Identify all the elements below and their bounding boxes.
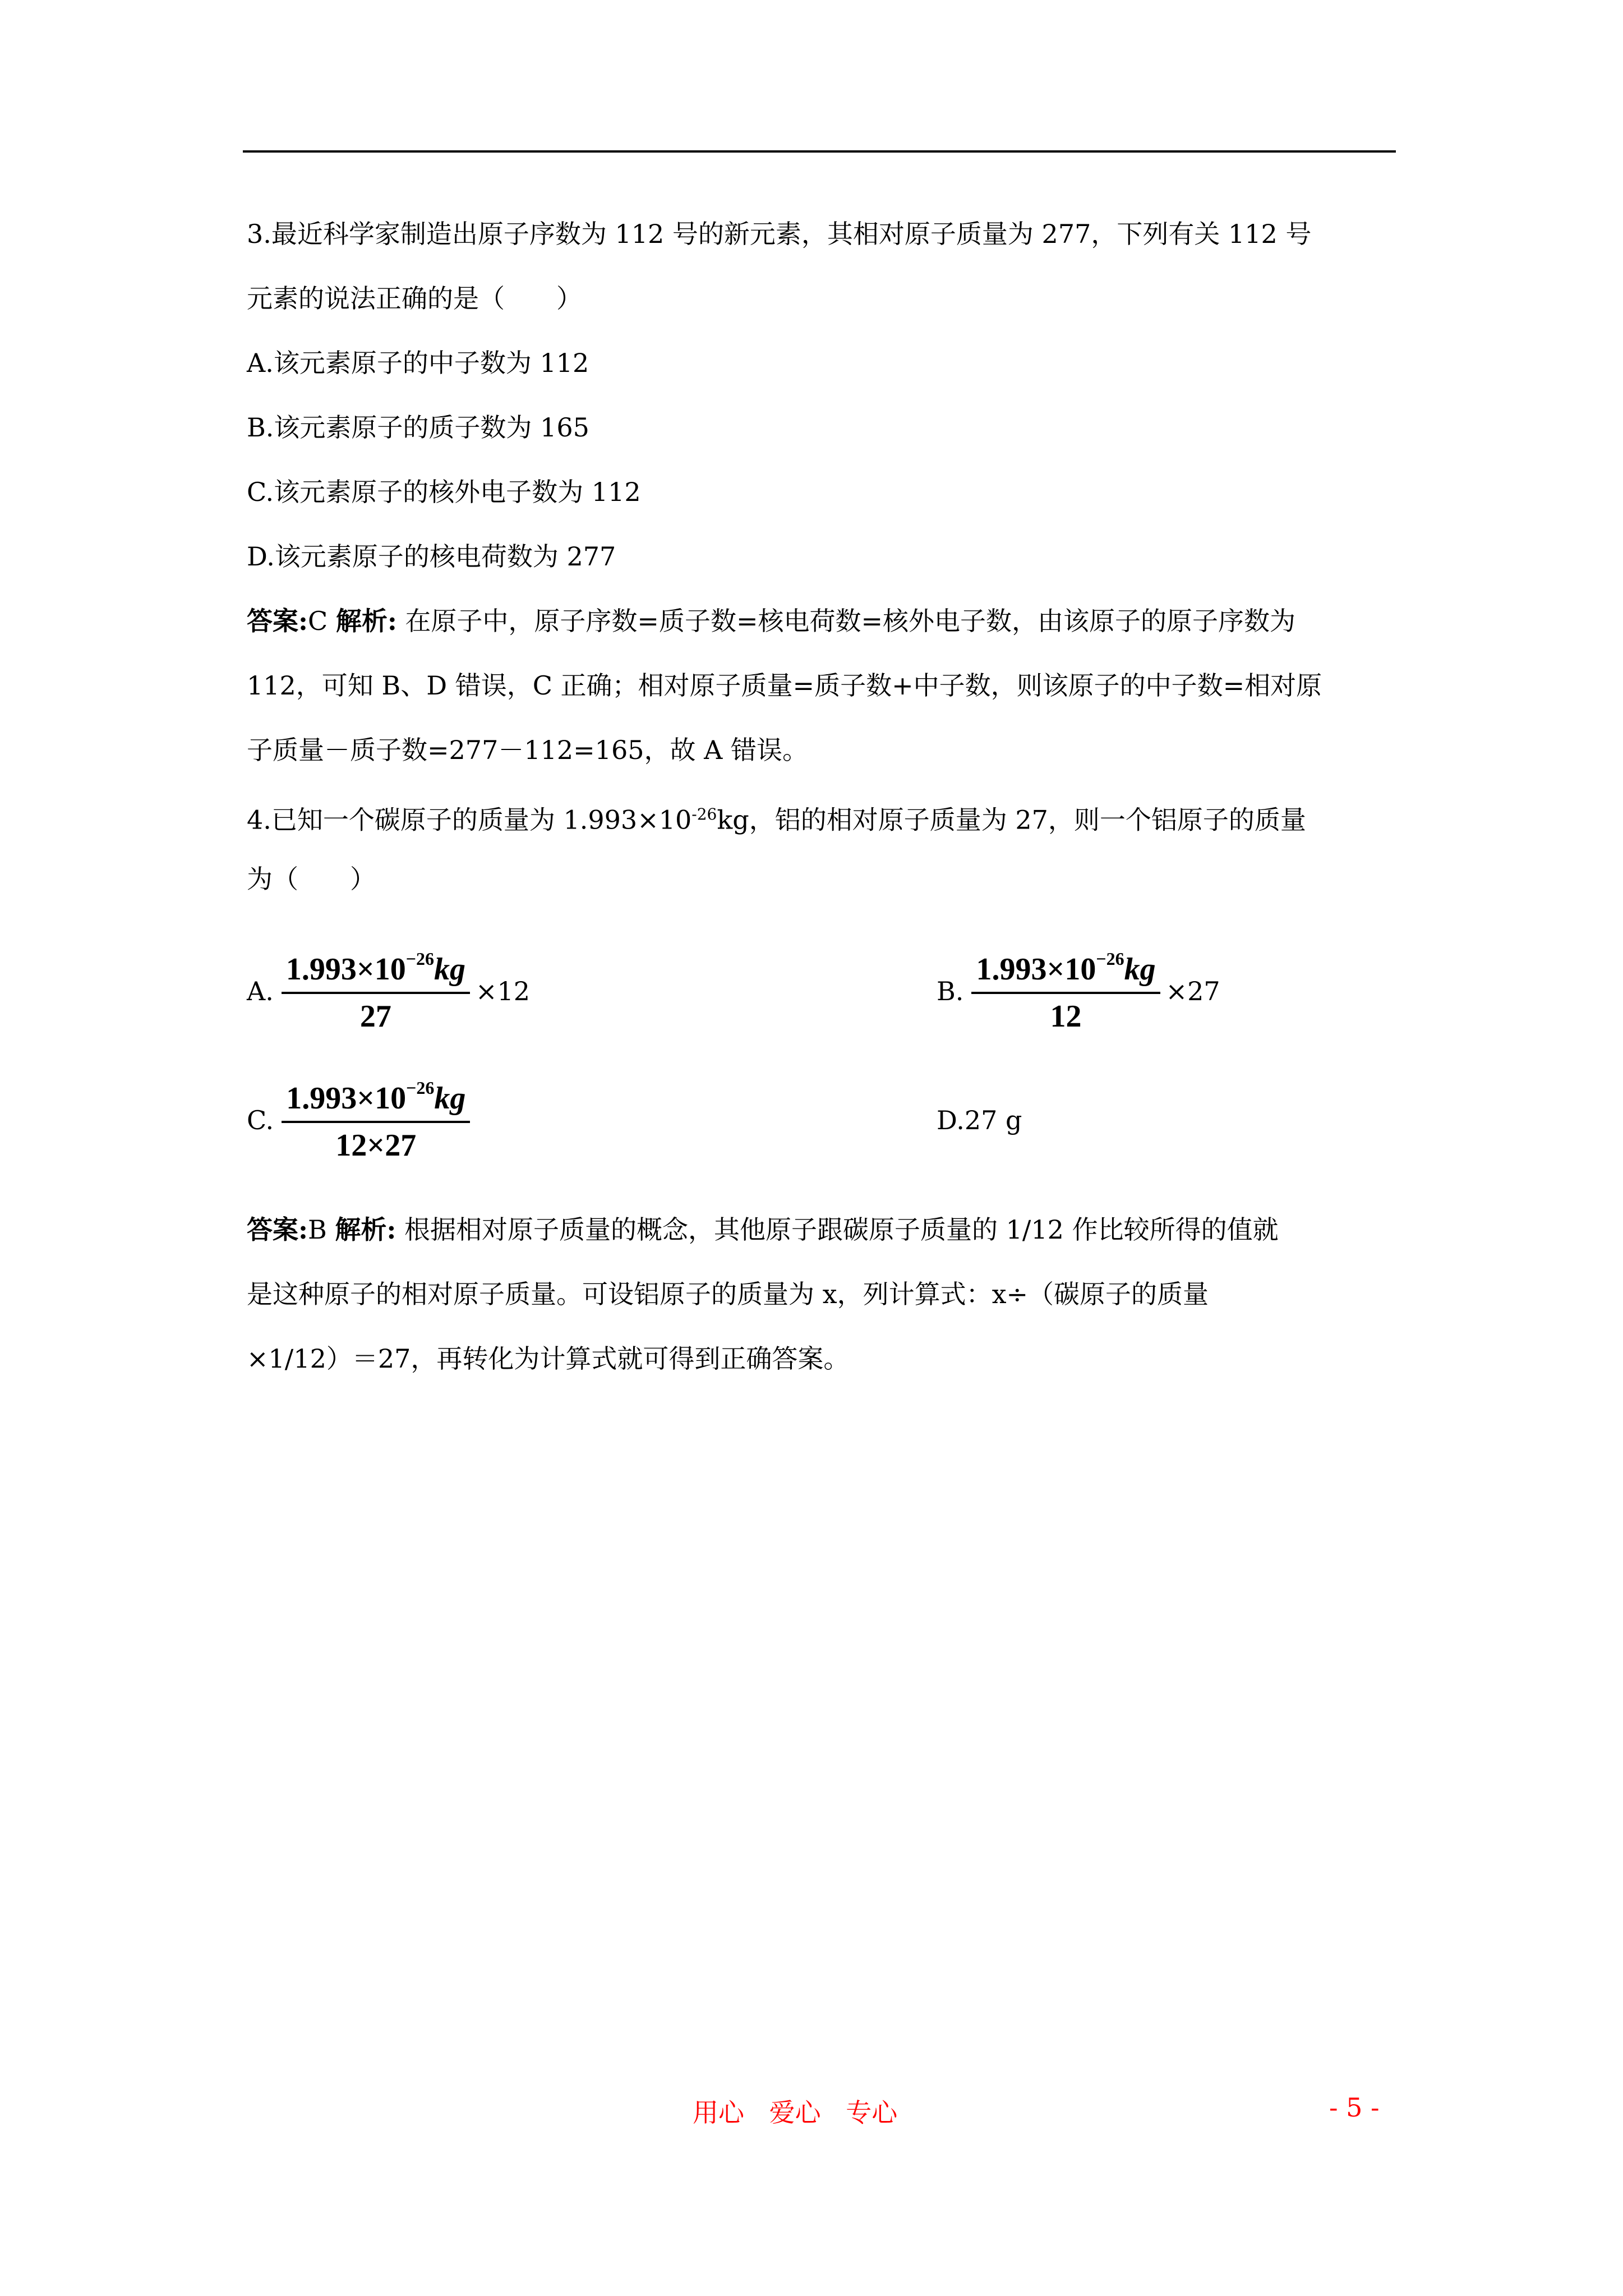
- q3-analysis-text-1: 在原子中，原子序数=质子数=核电荷数=核外电子数，由该原子的原子序数为: [396, 606, 1296, 636]
- q4-option-c-denominator: 12×27: [335, 1128, 417, 1163]
- q4-analysis-line-2: 是这种原子的相对原子质量。可设铝原子的质量为 x，列计算式：x÷（碳原子的质量: [247, 1279, 1209, 1309]
- q4-options-row-1: [247, 946, 1396, 1075]
- q4-option-a-numerator: [282, 949, 470, 994]
- q4-analysis-line-3: ×1/12）＝27，再转化为计算式就可得到正确答案。: [247, 1343, 850, 1374]
- q4-option-a-num-base: 1.993×10: [285, 951, 406, 987]
- q3-answer-line-1: [247, 596, 1396, 660]
- q4-option-c-num-exp: −26: [406, 1077, 435, 1098]
- q4-stem-text-b: kg，铝的相对原子质量为 27，则一个铝原子的质量: [717, 804, 1306, 835]
- q4-answer-value: B: [307, 1214, 335, 1245]
- q4-option-d-text: D.27 g: [937, 1105, 1022, 1135]
- q4-option-c-num-base: 1.993×10: [286, 1080, 407, 1116]
- q4-option-c: [247, 1075, 476, 1165]
- q4-option-a-multiplier: ×12: [476, 976, 531, 1006]
- q4-stem-exponent: -26: [691, 805, 717, 823]
- q3-option-b: B.该元素原子的质子数为 165: [247, 412, 589, 443]
- question-4: [247, 789, 1396, 1398]
- q3-analysis-label: 解析:: [335, 606, 397, 636]
- q4-option-b-num-unit: kg: [1124, 951, 1156, 987]
- q4-option-c-numerator: [282, 1078, 470, 1123]
- q4-option-b-denominator: 12: [1050, 999, 1082, 1034]
- question-3: [247, 209, 1396, 789]
- q4-option-b-fraction: [971, 949, 1160, 1034]
- q4-option-a-num-exp: −26: [405, 948, 434, 969]
- q4-options-row-2: [247, 1075, 1396, 1204]
- q4-option-b-multiplier: ×27: [1165, 976, 1220, 1006]
- page-number: - 5 -: [1329, 2092, 1380, 2123]
- q4-option-b-num-base: 1.993×10: [976, 951, 1096, 987]
- q4-answer-label: 答案:: [247, 1214, 308, 1245]
- q4-analysis-label: 解析:: [335, 1214, 396, 1245]
- header-rule: [243, 150, 1396, 153]
- q4-option-b-label: B.: [937, 976, 964, 1006]
- q4-option-a: [247, 946, 530, 1036]
- q3-analysis-line-3: 子质量－质子数=277－112=165，故 A 错误。: [247, 735, 808, 765]
- q3-analysis-line-2: 112，可知 B、D 错误，C 正确；相对原子质量=质子数+中子数，则该原子的中子数=相对原: [247, 670, 1322, 701]
- q3-stem-line-2: 元素的说法正确的是（ ）: [247, 283, 582, 314]
- q4-stem-text-a: 4.已知一个碳原子的质量为 1.993×10: [247, 804, 692, 835]
- q3-answer-value: C: [307, 606, 336, 636]
- q4-stem-line-2: 为（ ）: [247, 864, 376, 894]
- q3-option-d: D.该元素原子的核电荷数为 277: [247, 541, 616, 572]
- q3-option-c: C.该元素原子的核外电子数为 112: [247, 477, 641, 507]
- q4-option-b-num-exp: −26: [1096, 948, 1124, 969]
- q4-option-d: [937, 1075, 1022, 1165]
- q4-option-c-fraction: [282, 1078, 470, 1163]
- q3-option-a: A.该元素原子的中子数为 112: [247, 348, 589, 378]
- q4-option-a-num-unit: kg: [434, 951, 465, 987]
- q4-option-a-denominator: 27: [359, 999, 391, 1034]
- q4-option-a-label: A.: [247, 976, 274, 1006]
- q4-analysis-text-1: 根据相对原子质量的概念，其他原子跟碳原子质量的 1/12 作比较所得的值就: [396, 1214, 1279, 1245]
- q4-stem-line-1: [247, 789, 1396, 854]
- q4-option-a-fraction: [282, 949, 470, 1034]
- q4-option-b-numerator: [971, 949, 1160, 994]
- document-body: [247, 209, 1396, 1398]
- q4-option-c-label: C.: [247, 1105, 274, 1135]
- q4-option-b: [937, 946, 1220, 1036]
- q3-stem-line-1: 3.最近科学家制造出原子序数为 112 号的新元素，其相对原子质量为 277，下列有关 112 号: [247, 219, 1312, 249]
- q3-answer-label: 答案:: [247, 606, 308, 636]
- q4-answer-line-1: [247, 1204, 1396, 1269]
- footer-motto: 用心 爱心 专心: [693, 2097, 898, 2128]
- q4-option-c-num-unit: kg: [434, 1080, 466, 1116]
